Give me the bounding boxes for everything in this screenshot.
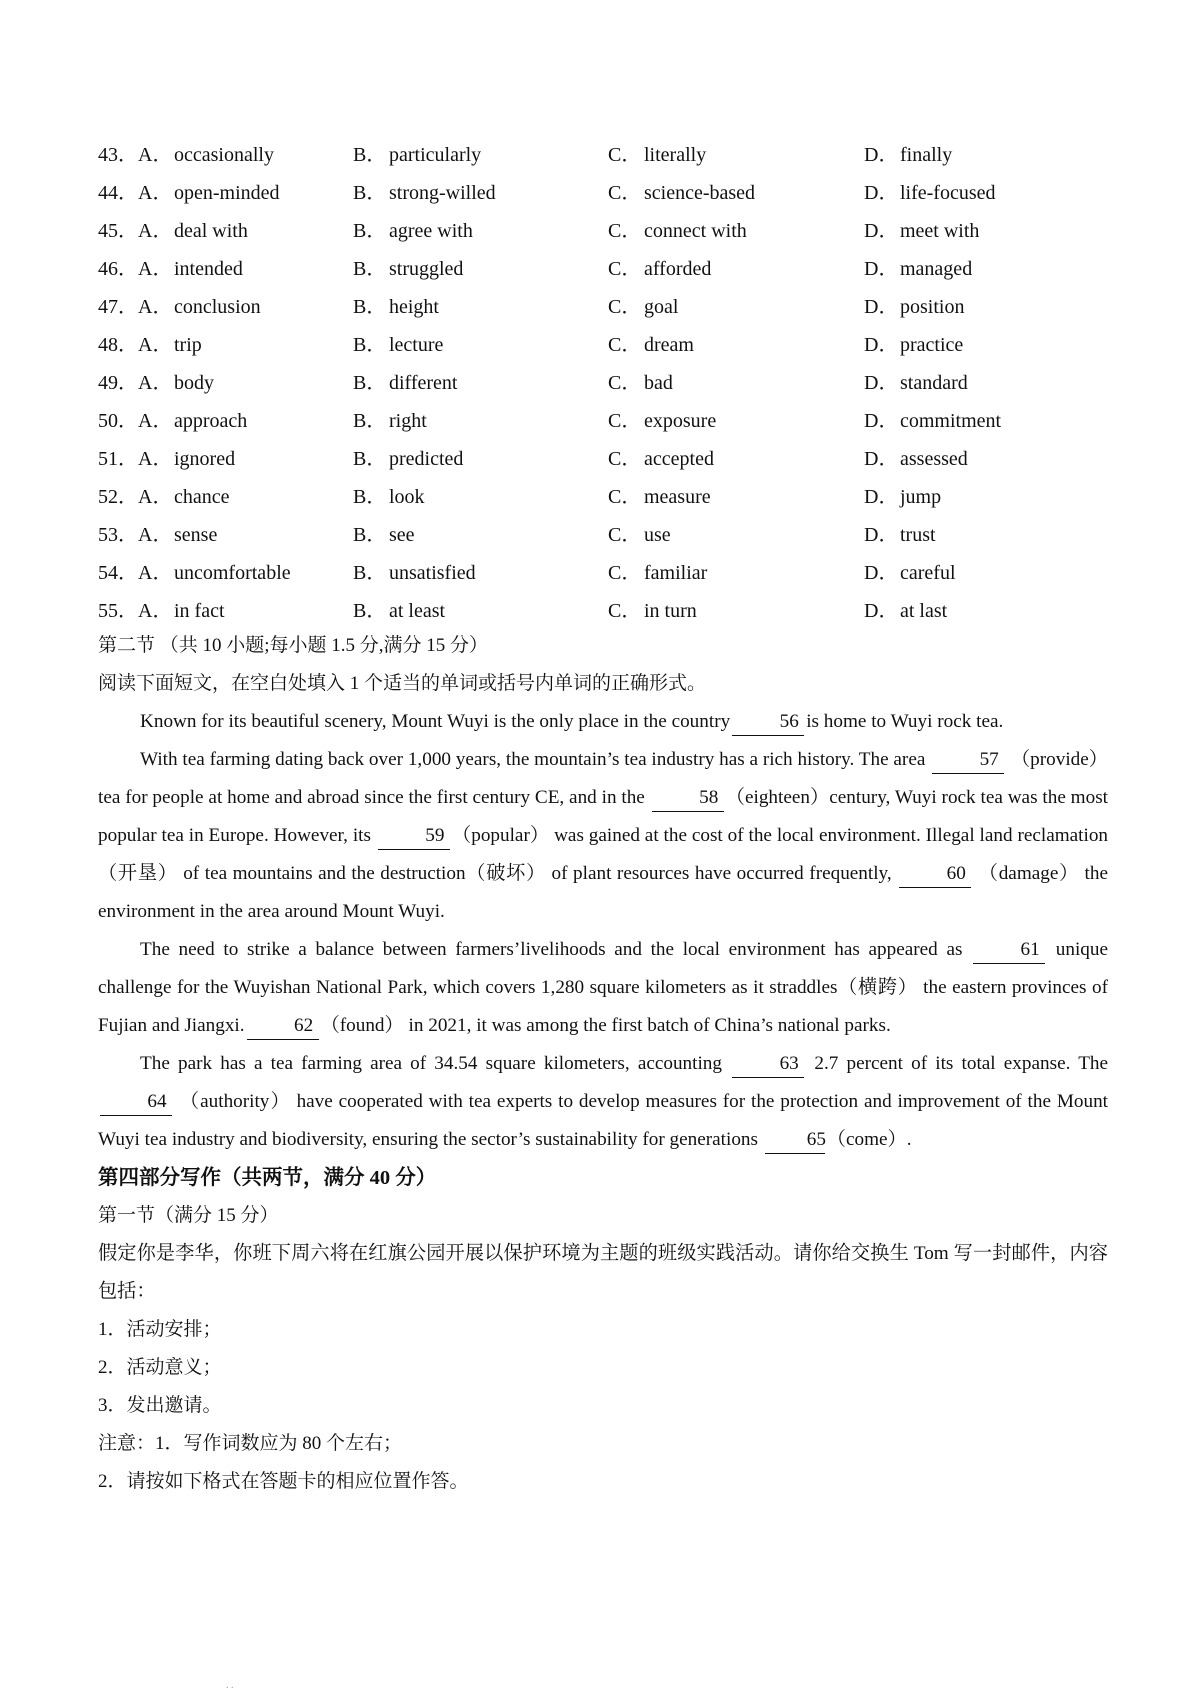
p2-text-e: （popular） was gained at the cost of the local environment. Illegal land reclamation（开垦） of tea mountains and the destruction（破坏） of plant resources have occurred frequently, [98, 825, 1109, 884]
option-letter: A． [138, 181, 173, 204]
option-cell[interactable] [353, 475, 608, 513]
option-letter: B． [353, 485, 387, 508]
option-cell[interactable] [353, 361, 608, 399]
option-letter: A． [138, 599, 173, 622]
option-letter: B． [353, 333, 387, 356]
option-cell[interactable] [864, 209, 1108, 247]
option-cell[interactable] [98, 171, 353, 209]
option-letter: C． [608, 485, 642, 508]
section2-heading: 第二节 （共 10 小题;每小题 1.5 分,满分 15 分） [98, 635, 489, 656]
option-cell[interactable] [864, 589, 1108, 627]
option-cell[interactable] [608, 589, 864, 627]
option-letter: C． [608, 181, 642, 204]
blank-65[interactable]: 65 [765, 1127, 825, 1154]
option-letter: D． [864, 143, 899, 166]
option-cell[interactable] [98, 323, 353, 361]
question-number: 44． [98, 181, 138, 204]
option-text: accepted [644, 447, 714, 470]
option-letter: A． [138, 485, 173, 508]
footer-dots: . . [226, 1680, 234, 1691]
option-cell[interactable] [98, 285, 353, 323]
option-cell[interactable] [608, 475, 864, 513]
option-letter: C． [608, 333, 642, 356]
passage [98, 703, 1108, 1159]
question-row [98, 475, 1108, 513]
option-text: practice [900, 333, 964, 356]
option-cell[interactable] [608, 513, 864, 551]
option-text: measure [644, 485, 711, 508]
option-letter: A． [138, 523, 173, 546]
blank-63[interactable]: 63 [732, 1051, 804, 1078]
part4-sub1: 第一节（满分 15 分） [98, 1205, 279, 1226]
option-text: exposure [644, 409, 717, 432]
option-cell[interactable] [98, 551, 353, 589]
option-text: right [389, 409, 427, 432]
question-row [98, 133, 1108, 171]
option-letter: B． [353, 447, 387, 470]
option-text: approach [174, 409, 248, 432]
option-letter: D． [864, 257, 899, 280]
option-text: managed [900, 257, 973, 280]
question-number: 45． [98, 219, 138, 242]
prompt-item-2: 2．活动意义； [98, 1357, 222, 1378]
question-row [98, 285, 1108, 323]
option-cell[interactable] [353, 133, 608, 171]
blank-61[interactable]: 61 [973, 937, 1045, 964]
p4-text-e: （come）. [826, 1129, 912, 1150]
question-row [98, 171, 1108, 209]
option-text: literally [644, 143, 707, 166]
option-cell[interactable] [98, 437, 353, 475]
option-cell[interactable] [353, 209, 608, 247]
passage-paragraph-2 [98, 741, 1108, 931]
question-row [98, 323, 1108, 361]
blank-60[interactable]: 60 [899, 861, 971, 888]
option-text: afforded [644, 257, 712, 280]
option-letter: C． [608, 447, 642, 470]
option-cell[interactable] [608, 361, 864, 399]
option-text: particularly [389, 143, 482, 166]
passage-paragraph-1 [98, 703, 1108, 741]
option-letter: C． [608, 561, 642, 584]
option-letter: B． [353, 219, 387, 242]
blank-59[interactable]: 59 [378, 823, 450, 850]
option-text: ignored [174, 447, 236, 470]
prompt-item-3: 3．发出邀请。 [98, 1395, 222, 1416]
option-text: use [644, 523, 671, 546]
option-text: connect with [644, 219, 747, 242]
option-cell[interactable] [608, 551, 864, 589]
exam-page [98, 133, 1108, 1501]
section2-instruction: 阅读下面短文，在空白处填入 1 个适当的单词或括号内单词的正确形式。 [98, 673, 707, 694]
option-text: strong-willed [389, 181, 496, 204]
option-cell[interactable] [98, 475, 353, 513]
option-text: see [389, 523, 415, 546]
option-letter: C． [608, 295, 642, 318]
option-cell[interactable] [864, 323, 1108, 361]
option-cell[interactable] [864, 247, 1108, 285]
option-cell[interactable] [864, 437, 1108, 475]
option-cell[interactable] [608, 399, 864, 437]
passage-paragraph-3 [98, 931, 1108, 1045]
question-number: 54． [98, 561, 138, 584]
option-letter: D． [864, 409, 899, 432]
option-cell[interactable] [864, 171, 1108, 209]
option-letter: D． [864, 371, 899, 394]
option-letter: D． [864, 523, 899, 546]
p4-text-d: （authority） have cooperated with tea experts to develop measures for the protection and improvement of the Mount Wuyi tea industry and biodiversity, ensuring the sector’s sustainability for generations [98, 1091, 1109, 1150]
question-row [98, 551, 1108, 589]
option-text: height [389, 295, 439, 318]
option-letter: D． [864, 447, 899, 470]
option-text: body [174, 371, 214, 394]
option-text: bad [644, 371, 673, 394]
option-letter: C． [608, 523, 642, 546]
option-cell[interactable] [353, 513, 608, 551]
passage-paragraph-4 [98, 1045, 1108, 1159]
option-letter: B． [353, 561, 387, 584]
option-text: trip [174, 333, 202, 356]
option-letter: A． [138, 371, 173, 394]
option-letter: C． [608, 599, 642, 622]
option-letter: C． [608, 257, 642, 280]
question-number: 49． [98, 371, 138, 394]
option-letter: D． [864, 219, 899, 242]
p2-text-c: （provide） tea for people at home and abroad since the first century CE, and in the [98, 749, 1108, 808]
p4-text-a: The park has a tea farming area of 34.54 square kilometers, accounting [140, 1053, 722, 1074]
question-row [98, 399, 1108, 437]
option-text: sense [174, 523, 218, 546]
option-cell[interactable] [98, 513, 353, 551]
writing-prompt: 假定你是李华，你班下周六将在红旗公园开展以保护环境为主题的班级实践活动。请你给交换生 Tom 写一封邮件，内容包括： [98, 1243, 1108, 1302]
question-row [98, 247, 1108, 285]
option-text: predicted [389, 447, 464, 470]
option-cell[interactable] [608, 171, 864, 209]
option-letter: B． [353, 295, 387, 318]
option-text: careful [900, 561, 956, 584]
option-letter: A． [138, 409, 173, 432]
option-text: chance [174, 485, 230, 508]
option-letter: D． [864, 561, 899, 584]
question-row [98, 589, 1108, 627]
p3-text-a: The need to strike a balance between farmers’livelihoods and the local environment has appeared as [140, 939, 963, 960]
prompt-item-1: 1．活动安排； [98, 1319, 222, 1340]
option-cell[interactable] [864, 133, 1108, 171]
option-letter: B． [353, 143, 387, 166]
option-text: intended [174, 257, 243, 280]
option-cell[interactable] [353, 323, 608, 361]
option-cell[interactable] [608, 437, 864, 475]
option-cell[interactable] [353, 589, 608, 627]
option-text: position [900, 295, 965, 318]
question-row [98, 513, 1108, 551]
question-row [98, 361, 1108, 399]
option-text: in turn [644, 599, 697, 622]
option-text: different [389, 371, 458, 394]
option-text: conclusion [174, 295, 261, 318]
question-number: 46． [98, 257, 138, 280]
option-cell[interactable] [864, 285, 1108, 323]
option-text: struggled [389, 257, 464, 280]
option-cell[interactable] [864, 361, 1108, 399]
option-cell[interactable] [353, 285, 608, 323]
p2-text-d: （eighteen）century, Wuyi rock tea was the most popular tea in Europe. However, its [98, 787, 1108, 846]
option-letter: A． [138, 333, 173, 356]
option-cell[interactable] [864, 399, 1108, 437]
question-number: 43． [98, 143, 138, 166]
option-text: finally [900, 143, 953, 166]
option-text: commitment [900, 409, 1002, 432]
p1-text-a: Known for its beautiful scenery, Mount Wuyi is the only place in the country [140, 711, 731, 732]
option-letter: D． [864, 181, 899, 204]
option-cell[interactable] [353, 437, 608, 475]
option-text: trust [900, 523, 936, 546]
option-letter: A． [138, 561, 173, 584]
option-cell[interactable] [353, 399, 608, 437]
option-cell[interactable] [864, 475, 1108, 513]
option-text: uncomfortable [174, 561, 291, 584]
option-letter: C． [608, 143, 642, 166]
question-number: 53． [98, 523, 138, 546]
option-letter: A． [138, 257, 173, 280]
option-cell[interactable] [608, 133, 864, 171]
option-cell[interactable] [608, 285, 864, 323]
option-text: look [389, 485, 425, 508]
note-1: 注意：1．写作词数应为 80 个左右； [98, 1433, 403, 1454]
option-letter: C． [608, 219, 642, 242]
option-letter: B． [353, 599, 387, 622]
blank-57[interactable]: 57 [932, 747, 1004, 774]
p3-text-d: （found） in 2021, it was among the first batch of China’s national parks. [320, 1015, 891, 1036]
p2-text-a: With tea farming dating back over 1,000 years, the mountain’s tea industry has a rich history. The area [140, 749, 926, 770]
option-letter: D． [864, 485, 899, 508]
option-cell[interactable] [353, 171, 608, 209]
p3-text-c: unique challenge for the Wuyishan National Park, which covers 1,280 square kilometers as it straddles（横跨） the eastern provinces of Fujian and Jiangxi. [98, 939, 1109, 1036]
question-row [98, 209, 1108, 247]
option-cell[interactable] [864, 513, 1108, 551]
option-text: agree with [389, 219, 473, 242]
question-number: 47． [98, 295, 138, 318]
option-text: dream [644, 333, 694, 356]
option-text: unsatisfied [389, 561, 476, 584]
question-number: 51． [98, 447, 138, 470]
blank-62[interactable]: 62 [247, 1013, 319, 1040]
option-text: standard [900, 371, 968, 394]
option-text: meet with [900, 219, 980, 242]
option-cell[interactable] [98, 133, 353, 171]
option-cell[interactable] [353, 551, 608, 589]
option-cell[interactable] [98, 589, 353, 627]
part4-heading: 第四部分写作（共两节，满分 40 分） [98, 1167, 437, 1189]
option-cell[interactable] [98, 209, 353, 247]
option-letter: B． [353, 181, 387, 204]
option-letter: B． [353, 523, 387, 546]
option-text: lecture [389, 333, 444, 356]
option-cell[interactable] [864, 551, 1108, 589]
p4-text-c: 2.7 percent of its total expanse. The [814, 1053, 1109, 1074]
option-letter: D． [864, 599, 899, 622]
question-number: 55． [98, 599, 138, 622]
p1-text-c: is home to Wuyi rock tea. [806, 711, 1004, 732]
question-number: 48． [98, 333, 138, 356]
options-table [98, 133, 1108, 627]
p2-text-f: （damage） the environment in the area around Mount Wuyi. [98, 863, 1108, 922]
option-letter: C． [608, 409, 642, 432]
option-cell[interactable] [98, 399, 353, 437]
option-letter: D． [864, 295, 899, 318]
option-cell[interactable] [98, 361, 353, 399]
option-cell[interactable] [608, 209, 864, 247]
option-text: life-focused [900, 181, 996, 204]
option-letter: A． [138, 143, 173, 166]
blank-56[interactable]: 56 [732, 709, 804, 736]
question-number: 50． [98, 409, 138, 432]
option-text: science-based [644, 181, 756, 204]
option-letter: C． [608, 371, 642, 394]
option-text: assessed [900, 447, 968, 470]
option-text: at last [900, 599, 948, 622]
option-letter: A． [138, 295, 173, 318]
option-text: deal with [174, 219, 248, 242]
note-2: 2．请按如下格式在答题卡的相应位置作答。 [98, 1471, 469, 1492]
blank-58[interactable]: 58 [652, 785, 724, 812]
option-letter: D． [864, 333, 899, 356]
option-letter: B． [353, 257, 387, 280]
option-cell[interactable] [608, 247, 864, 285]
option-text: at least [389, 599, 446, 622]
question-number: 52． [98, 485, 138, 508]
option-letter: A． [138, 219, 173, 242]
question-row [98, 437, 1108, 475]
option-text: jump [900, 485, 942, 508]
option-text: occasionally [174, 143, 274, 166]
option-cell[interactable] [608, 323, 864, 361]
option-letter: A． [138, 447, 173, 470]
option-text: in fact [174, 599, 225, 622]
option-letter: B． [353, 371, 387, 394]
option-text: familiar [644, 561, 708, 584]
option-cell[interactable] [353, 247, 608, 285]
blank-64[interactable]: 64 [100, 1089, 172, 1116]
option-text: goal [644, 295, 679, 318]
option-cell[interactable] [98, 247, 353, 285]
option-letter: B． [353, 409, 387, 432]
option-text: open-minded [174, 181, 280, 204]
